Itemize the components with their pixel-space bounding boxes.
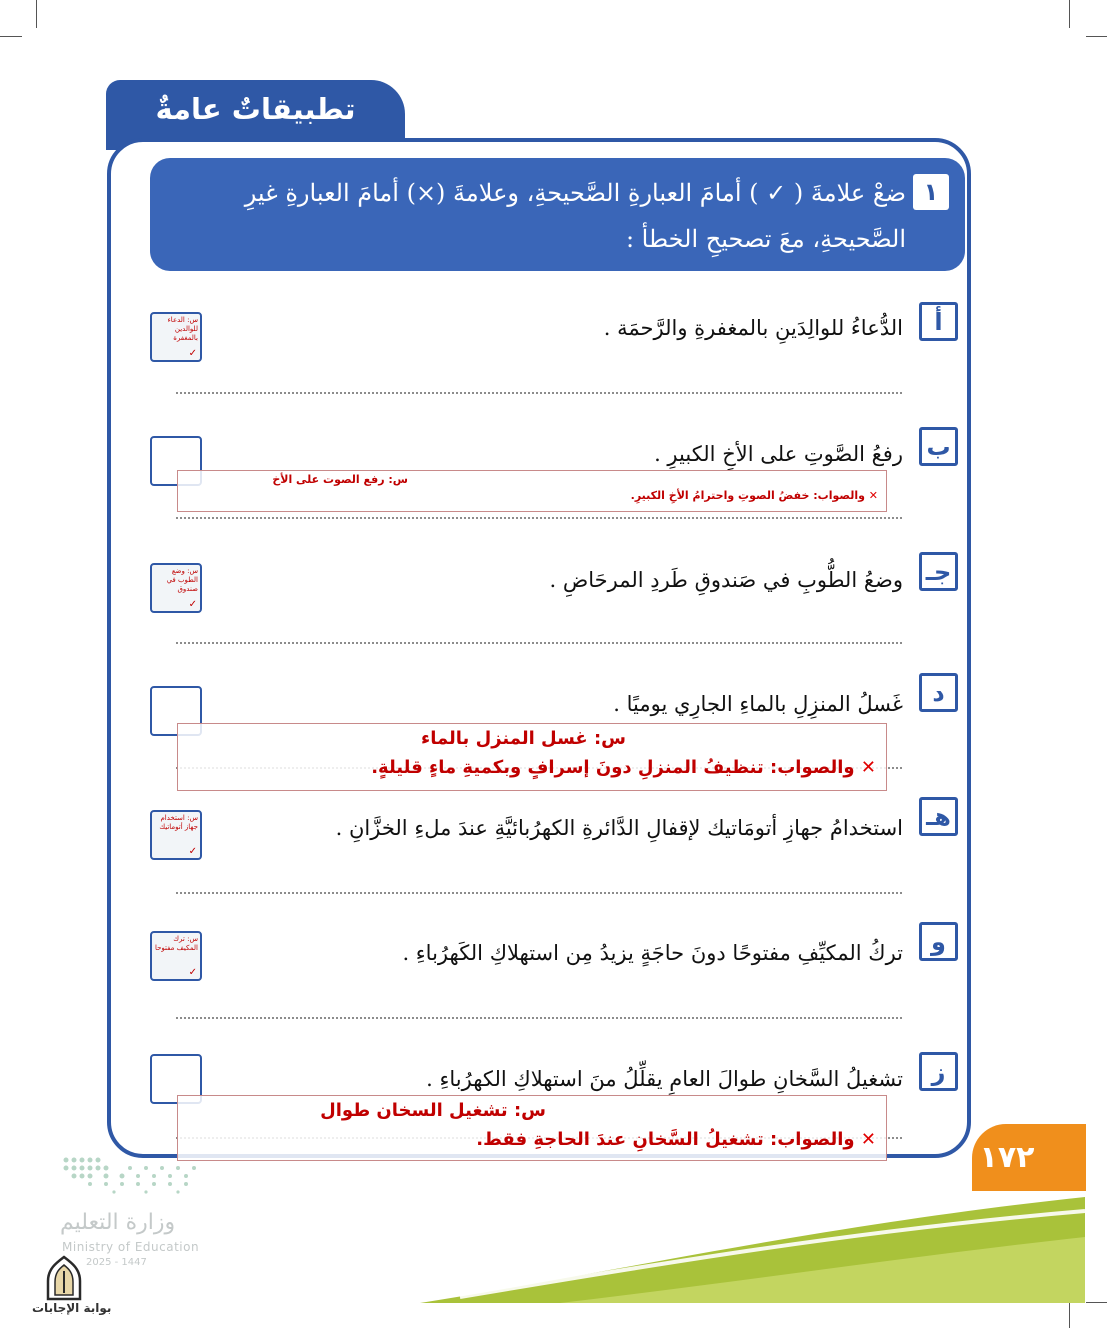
- crop-mark: [1086, 36, 1107, 37]
- check-mark-icon: ✓: [188, 846, 197, 857]
- correction-answer-row: [186, 489, 878, 502]
- correction-answer-row: [188, 1129, 876, 1150]
- answer-box[interactable]: [150, 931, 202, 981]
- item-letter-badge: ب: [919, 427, 958, 466]
- answer-box[interactable]: [150, 563, 202, 613]
- correction-question: س: غسل المنزل بالماء: [421, 728, 626, 749]
- site-name[interactable]: بوابة الإجابات: [32, 1301, 112, 1315]
- ministry-logo-icon: [60, 1155, 200, 1200]
- correction-note: [177, 1095, 887, 1161]
- correction-question: س: رفع الصوت على الأخ: [272, 473, 408, 486]
- item-statement: غَسلُ المنزِلِ بالماءِ الجارِي يوميًا .: [613, 692, 903, 716]
- question-number: ١: [913, 174, 949, 210]
- correction-answer-row: [188, 757, 876, 778]
- crop-mark: [36, 0, 37, 28]
- cross-mark-icon: ✕: [860, 1129, 876, 1150]
- check-mark-icon: ✓: [188, 348, 197, 359]
- correction-note: [177, 723, 887, 791]
- item-statement: تشغيلُ السَّخانِ طوالَ العامِ يقلِّلُ منَ استهلاكِ الكهرُباءِ .: [426, 1067, 903, 1091]
- correction-question: س: تشغيل السخان طوال: [320, 1100, 546, 1121]
- answer-line: [176, 517, 902, 519]
- site-logo-icon[interactable]: [42, 1255, 86, 1301]
- crop-mark: [0, 36, 22, 37]
- correction-answer: والصواب: خفضُ الصوتِ واحترامُ الأخِ الكبيرِ.: [630, 489, 865, 502]
- ministry-name-arabic: وزارة التعليم: [60, 1210, 176, 1235]
- check-mark-icon: ✓: [188, 599, 197, 610]
- item-letter-badge: جـ: [919, 552, 958, 591]
- item-letter-badge: و: [919, 922, 958, 961]
- correction-note: [177, 470, 887, 512]
- cross-mark-icon: ✕: [868, 489, 878, 502]
- check-mark-icon: ✓: [188, 967, 197, 978]
- answer-box[interactable]: [150, 312, 202, 362]
- crop-mark: [1069, 1302, 1070, 1328]
- section-title: تطبيقاتٌ عامةٌ: [155, 92, 356, 126]
- answer-box[interactable]: [150, 810, 202, 860]
- cross-mark-icon: ✕: [860, 757, 876, 778]
- answer-line: [176, 642, 902, 644]
- answer-note: س: استخدام جهاز أتوماتيك: [159, 814, 198, 831]
- edition-year: 2025 - 1447: [86, 1257, 147, 1268]
- answer-line: [176, 392, 902, 394]
- answer-line: [176, 1017, 902, 1019]
- item-letter-badge: هـ: [919, 797, 958, 836]
- item-letter-badge: ز: [919, 1052, 958, 1091]
- crop-mark: [1069, 0, 1070, 28]
- item-statement: وضعُ الطُّوبِ في صَندوقِ طَردِ المرحَاضِ .: [549, 568, 903, 592]
- item-statement: استخدامُ جهازِ أتومَاتيك لإقفالِ الدَّائرةِ الكهرُبائيَّةِ عندَ ملءِ الخزَّانِ .: [335, 816, 903, 840]
- item-statement: تركُ المكيِّفِ مفتوحًا دونَ حاجَةٍ يزيدُ مِن استهلاكِ الكَهرُباءِ .: [402, 941, 903, 965]
- answer-note: س: الدعاء للوالدين بالمغفرة: [167, 316, 198, 342]
- green-swoosh-decoration: [400, 1185, 1107, 1305]
- correction-answer: والصواب: تشغيلُ السَّخانِ عندَ الحاجةِ فقط.: [476, 1129, 855, 1150]
- page-number: ١٧٢: [979, 1140, 1035, 1175]
- item-statement: رفعُ الصَّوتِ على الأخِ الكبيرِ .: [654, 442, 903, 466]
- question-instruction: ضعْ علامةَ ( ✓ ) أمامَ العبارةِ الصَّحيحةِ، وعلامةَ (×) أمامَ العبارةِ غيرِ الصَّحيحةِ، معَ تصحيحِ الخطأ :: [244, 179, 906, 253]
- ministry-name-english: Ministry of Education: [62, 1240, 200, 1254]
- answer-note: س: وضع الطوب في صندوق: [166, 567, 198, 593]
- item-letter-badge: د: [919, 673, 958, 712]
- item-letter-badge: أ: [919, 302, 958, 341]
- exercise-frame: [107, 138, 971, 1158]
- answer-note: س: ترك المكيف مفتوحا: [154, 935, 198, 952]
- answer-line: [176, 892, 902, 894]
- correction-answer: والصواب: تنظيفُ المنزلِ دونَ إسرافٍ وبكميةِ ماءٍ قليلةٍ.: [371, 757, 855, 778]
- item-statement: الدُّعاءُ للوالِدَينِ بالمغفرةِ والرَّحمَة .: [603, 316, 903, 340]
